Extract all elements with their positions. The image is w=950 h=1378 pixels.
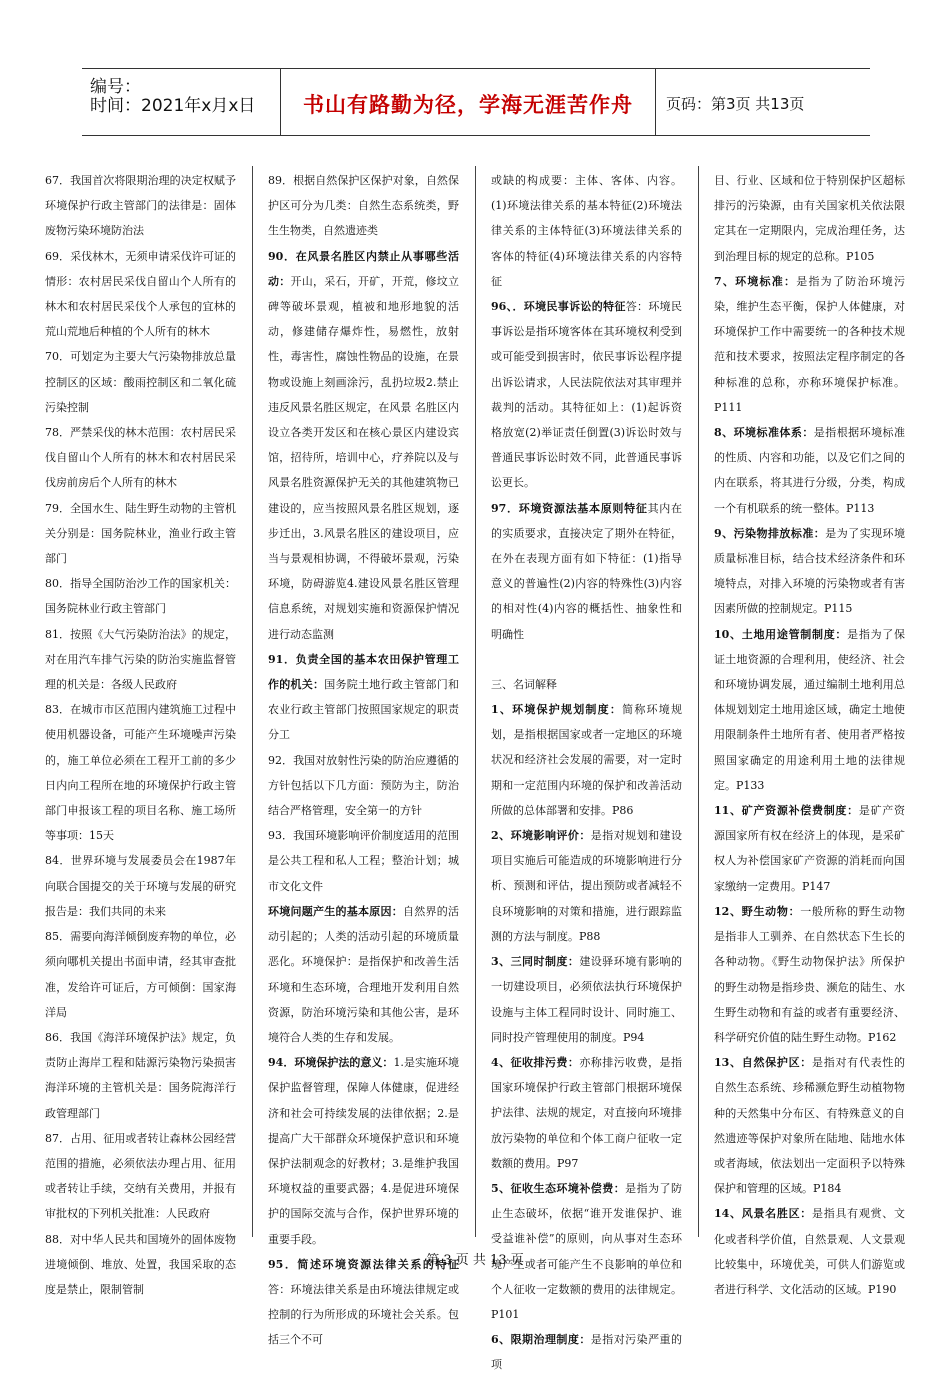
page-number-label: 页码：第3页 共13页 <box>666 95 805 113</box>
term-heading: 95．简述环境资源法律关系的特征 <box>268 1257 459 1271</box>
paragraph-text: 或缺的构成要：主体、客体、内容。(1)环境法律关系的基本特征(2)环境法律关系的主体特征(3)环境法律关系的客体的特征(4)环境法律关系的内容特征 <box>491 174 682 288</box>
paragraph <box>268 823 459 899</box>
paragraph-text: 是指对规划和建设项目实施后可能造成的环境影响进行分析、预测和评估，提出预防或者减轻不良环境影响的对策和措施，进行跟踪监测的方法与制度。P88 <box>491 829 683 943</box>
paragraph-text: 1.是实施环境保护监督管理，保障人体健康，促进经济和社会可持续发展的法律依据；2.是提高广大干部群众环境保护意识和环境保护法制观念的好教材；3.是维护我国环境权益的重要武器；4.是促进环境保护的国际交流与合作，保护世界环境的重要手段。 <box>268 1056 459 1246</box>
paragraph-text: 67．我国首次将限期治理的决定权赋予环境保护行政主管部门的法律是：固体废物污染环境防治法 <box>45 174 236 238</box>
paragraph-text: 是指为了防治环境污染，维护生态平衡，保护人体健康，对环境保护工作中需要统一的各种技术规范和技术要求，按照法定程序制定的各种标准的总称，亦称环境保护标准。P111 <box>714 274 906 414</box>
paragraph <box>714 420 905 521</box>
document-time-label: 时间：2021年x月x日 <box>90 96 256 116</box>
paragraph-text: 92．我国对放射性污染的防治应遵循的方针包括以下几方面：预防为主，防治结合严格管理，安全第一的方针 <box>268 753 459 818</box>
paragraph <box>45 571 236 621</box>
paragraph <box>45 1025 236 1126</box>
paragraph-text: 93．我国环境影响评价制度适用的范围是公共工程和私人工程；整治计划；城市文化文件 <box>268 829 459 893</box>
term-heading: 10、土地用途管制制度： <box>714 627 848 641</box>
paragraph-text: 83．在城市市区范围内建筑施工过程中使用机器设备，可能产生环境噪声污染的，施工单位必须在工程开工前的多少日内向工程所在地的环境保护行政主管部门申报该工程的项目名称、施工场所等事项：15天 <box>45 703 236 843</box>
paragraph <box>45 496 236 572</box>
term-heading: 8、环境标准体系： <box>714 426 814 440</box>
paragraph <box>45 924 236 1025</box>
paragraph <box>268 647 459 748</box>
term-heading: 14、风景名胜区： <box>714 1207 813 1221</box>
text-column-4 <box>714 168 905 1302</box>
paragraph-gap <box>491 647 682 672</box>
paragraph-text: 是指根据环境标准的性质、内容和功能，以及它们之间的内在联系，将其进行分级，分类，构成一个有机联系的统一整体。P113 <box>714 426 906 515</box>
paragraph-text: 84．世界环境与发展委员会在1987年向联合国提交的关于环境与发展的研究报告是：我们共同的未来 <box>45 854 236 918</box>
text-column-1 <box>45 168 236 1302</box>
paragraph-text: 是指对污染严重的项 <box>491 1333 683 1372</box>
term-heading: 2、环境影响评价： <box>491 829 591 843</box>
paragraph <box>714 168 905 269</box>
paragraph-text: 69．采伐林木，无须申请采伐许可证的情形：农村居民采伐自留山个人所有的林木和农村居民采伐个人承包的宜林的荒山荒地后种植的个人所有的林木 <box>45 249 236 339</box>
paragraph-text: 一般所称的野生动物是指非人工驯养、在自然状态下生长的各种动物。《野生动物保护法》所保护的野生动物是指珍贵、濒危的陆生、水生野生动物和有益的或者有重要经济、科学研究价值的陆生野生动物。P162 <box>714 904 905 1044</box>
paragraph-text: 87．占用、征用或者转让森林公园经营范围的措施，必须依法办理占用、征用或者转让手续，交纳有关费用，并报有审批权的下列机关批准：人民政府 <box>45 1131 236 1221</box>
term-heading: 91．负责全国的基本农田保护管理工作的机关： <box>268 652 459 692</box>
header-info-cell <box>82 69 281 135</box>
paragraph-text: 是指为了防止生态破坏，依据“谁开发谁保护、谁受益谁补偿”的原则，向从事对生态环境产生或者可能产生不良影响的单位和个人征收一定数额的费用的法律规定。P101 <box>491 1181 683 1321</box>
paragraph-text: 简称环境规划，是指根据国家或者一定地区的环境状况和经济社会发展的需要，对一定时期和一定范围内环境的保护和改善活动所做的总体部署和安排。P86 <box>491 703 683 817</box>
paragraph-text: 亦称排污收费，是指国家环境保护行政主管部门根据环境保护法律、法规的规定，对直接向环境排放污染物的单位和个体工商户征收一定数额的费用。P97 <box>491 1055 682 1170</box>
document-number-label: 编号： <box>90 77 141 97</box>
paragraph-text: 开山，采石，开矿，开荒，修坟立碑等破坏景观，植被和地形地貌的活动，修建储存爆炸性，易燃性，放射性，毒害性，腐蚀性物品的设施，在景物或设施上刻画涂污，乱扔垃圾2.禁止违反风景名胜区规定，在风景 名胜区内设立各类开发区和在核心景区内建设宾馆，招待所，培训中心，疗养院以及与风景名胜资源保护无关的其他建筑物已建设的，应当按照风景名胜区规划，逐步迁出，3.风景名胜区的建设项目，应当与景观相协调，不得破坏景观，污染环境，防碍游览4.建设风景名胜区管理信息系统，对规划实施和资源保护情况进行动态监测 <box>268 274 459 641</box>
paragraph-text: 目、行业、区域和位于特别保护区超标排污的污染源，由有关国家机关依法限定其在一定期限内，完成治理任务，达到治理目标的规定的总称。P105 <box>714 174 905 263</box>
term-heading: 11、矿产资源补偿费制度： <box>714 804 859 818</box>
paragraph <box>491 496 682 647</box>
paragraph-text: 79．全国水生、陆生野生动物的主管机关分别是：国务院林业，渔业行政主管部门 <box>45 501 236 566</box>
paragraph <box>714 1050 905 1201</box>
paragraph-text: 其内在的实质要求，直接决定了期外在特征，在外在表现方面有如下特征：(1)指导意义的普遍性(2)内容的特殊性(3)内容的相对性(4)内容的概括性、抽象性和明确性 <box>491 501 683 641</box>
page-header <box>82 68 870 136</box>
text-column-3 <box>491 168 682 1378</box>
paragraph-text: 答：环境法律关系是由环境法律规定或控制的行为所形成的环境社会关系。包括三个不可 <box>268 1282 459 1347</box>
term-heading: 4、征收排污费： <box>491 1055 580 1069</box>
paragraph <box>45 848 236 924</box>
paragraph <box>714 269 905 420</box>
term-heading: 7、环境标准： <box>714 274 797 288</box>
paragraph <box>45 420 236 496</box>
term-heading: 90．在风景名胜区内禁止从事哪些活动： <box>268 249 459 288</box>
paragraph-text: 78．严禁采伐的林木范围：农村居民采伐自留山个人所有的林木和农村居民采伐房前房后个人所有的林木 <box>45 426 236 490</box>
paragraph <box>45 244 236 345</box>
paragraph <box>45 622 236 698</box>
term-heading: 9、污染物排放标准： <box>714 526 826 540</box>
motto-text: 书山有路勤为径，学海无涯苦作舟 <box>303 93 633 117</box>
paragraph-text: 是指具有观赏、文化或者科学价值，自然景观、人文景观比较集中，环境优美，可供人们游览或者进行科学、文化活动的区域。P190 <box>714 1207 906 1296</box>
term-heading: 5、征收生态环境补偿费： <box>491 1181 626 1195</box>
paragraph <box>491 697 682 823</box>
paragraph <box>45 697 236 848</box>
paragraph-text: 86．我国《海洋环境保护法》规定，负责防止海岸工程和陆源污染物污染损害海洋环境的主管机关是：国务院海洋行政管理部门 <box>45 1030 236 1120</box>
paragraph <box>491 1050 682 1176</box>
paragraph <box>45 344 236 420</box>
paragraph-text: 80．指导全国防治沙工作的国家机关：国务院林业行政主管部门 <box>45 577 236 616</box>
paragraph <box>491 823 682 949</box>
paragraph-text: 70．可划定为主要大气污染物排放总量控制区的区域：酸雨控制区和二氧化硫污染控制 <box>45 350 236 414</box>
term-heading: 96、．环境民事诉讼的特征 <box>491 300 626 314</box>
paragraph-text: 89．根据自然保护区保护对象，自然保护区可分为几类：自然生态系统类，野生生物类，自然遗迹类 <box>268 174 459 238</box>
paragraph-text: 88．对中华人民共和国境外的固体废物进境倾倒、堆放、处置，我国采取的态度是禁止，限制管制 <box>45 1232 236 1296</box>
paragraph <box>268 168 459 244</box>
paragraph <box>268 748 459 824</box>
paragraph-text: 是指为了保证土地资源的合理利用，使经济、社会和环境协调发展，通过编制土地利用总体规划划定土地用途区域，确定土地使用限制条件土地所有者、使用者严格按照国家确定的用途利用土地的法律规定。P133 <box>714 627 906 792</box>
header-motto-cell <box>281 69 656 135</box>
paragraph-text: 85．需要向海洋倾倒废弃物的单位，必须向哪机关提出书面申请，经其审查批准，发给许可证后，方可倾倒：国家海洋局 <box>45 930 236 1019</box>
paragraph-text: 自然界的活动引起的；人类的活动引起的环境质量恶化。环境保护：是指保护和改善生活环境和生态环境，合理地开发利用自然资源，防治环境污染和其他公害，是环境符合人类的生存和发展。 <box>268 904 459 1044</box>
paragraph-text: 建设驿环境有影响的一切建设项目，必须依法执行环境保护设施与主体工程同时设计、同时施工、同时投产管理使用的制度。P94 <box>491 955 682 1044</box>
paragraph-text: 答：环境民事诉讼是指环境客体在其环境权利受到或可能受到损害时，依民事诉讼程序提出诉讼请求，人民法院依法对其审理并裁判的活动。其特征如上：(1)起诉资格放宽(2)举证责任倒置(3)诉讼时效与普通民事诉讼时效不同，此普通民事诉讼更长。 <box>491 300 682 490</box>
paragraph <box>491 168 682 294</box>
paragraph-text: 是指对有代表性的自然生态系统、珍稀濒危野生动植物物种的天然集中分布区、有特殊意义的自然遗迹等保护对象所在陆地、陆地水体或者海域，依法划出一定面积予以特殊保护和管理的区域。P184 <box>714 1056 906 1196</box>
paragraph <box>491 1327 682 1377</box>
term-heading: 6、限期治理制度： <box>491 1333 591 1347</box>
term-heading: 12、野生动物： <box>714 904 801 918</box>
paragraph <box>714 798 905 899</box>
term-heading: 97．环境资源法基本原则特征 <box>491 501 648 515</box>
column-divider <box>475 166 476 1237</box>
paragraph-text: 是为了实现环境质量标准目标，结合技术经济条件和环境特点，对排入环境的污染物或者有害因素所做的控制规定。P115 <box>714 526 906 616</box>
paragraph <box>491 672 682 697</box>
term-heading: 1、环境保护规划制度： <box>491 703 623 717</box>
column-divider <box>698 166 699 1237</box>
term-heading: 94．环境保护法的意义： <box>268 1056 394 1070</box>
paragraph <box>714 521 905 622</box>
column-divider <box>252 166 253 1237</box>
paragraph <box>45 168 236 244</box>
paragraph <box>45 1126 236 1227</box>
paragraph <box>714 622 905 798</box>
paragraph-text: 81．按照《大气污染防治法》的规定，对在用汽车排气污染的防治实施监督管理的机关是：各级人民政府 <box>45 627 236 692</box>
term-heading: 环境问题产生的基本原因： <box>268 904 403 918</box>
paragraph <box>268 244 459 647</box>
term-heading: 13、自然保护区： <box>714 1056 813 1070</box>
paragraph-text: 三、名词解释 <box>491 677 557 691</box>
page-footer: 第 3 页 共 13 页 <box>426 1253 524 1268</box>
text-column-2 <box>268 168 459 1353</box>
paragraph-text: 是矿产资源国家所有权在经济上的体现，是采矿权人为补偿国家矿产资源的消耗而向国家缴纳一定费用。P147 <box>714 804 905 893</box>
paragraph <box>268 899 459 1050</box>
paragraph-text: 国务院土地行政主管部门和农业行政主管部门按照国家规定的职责分工 <box>268 678 459 742</box>
term-heading: 3、三同时制度： <box>491 955 580 969</box>
paragraph <box>491 949 682 1050</box>
paragraph <box>268 1050 459 1252</box>
paragraph <box>491 294 682 496</box>
header-page-cell <box>656 69 870 135</box>
paragraph <box>714 899 905 1050</box>
